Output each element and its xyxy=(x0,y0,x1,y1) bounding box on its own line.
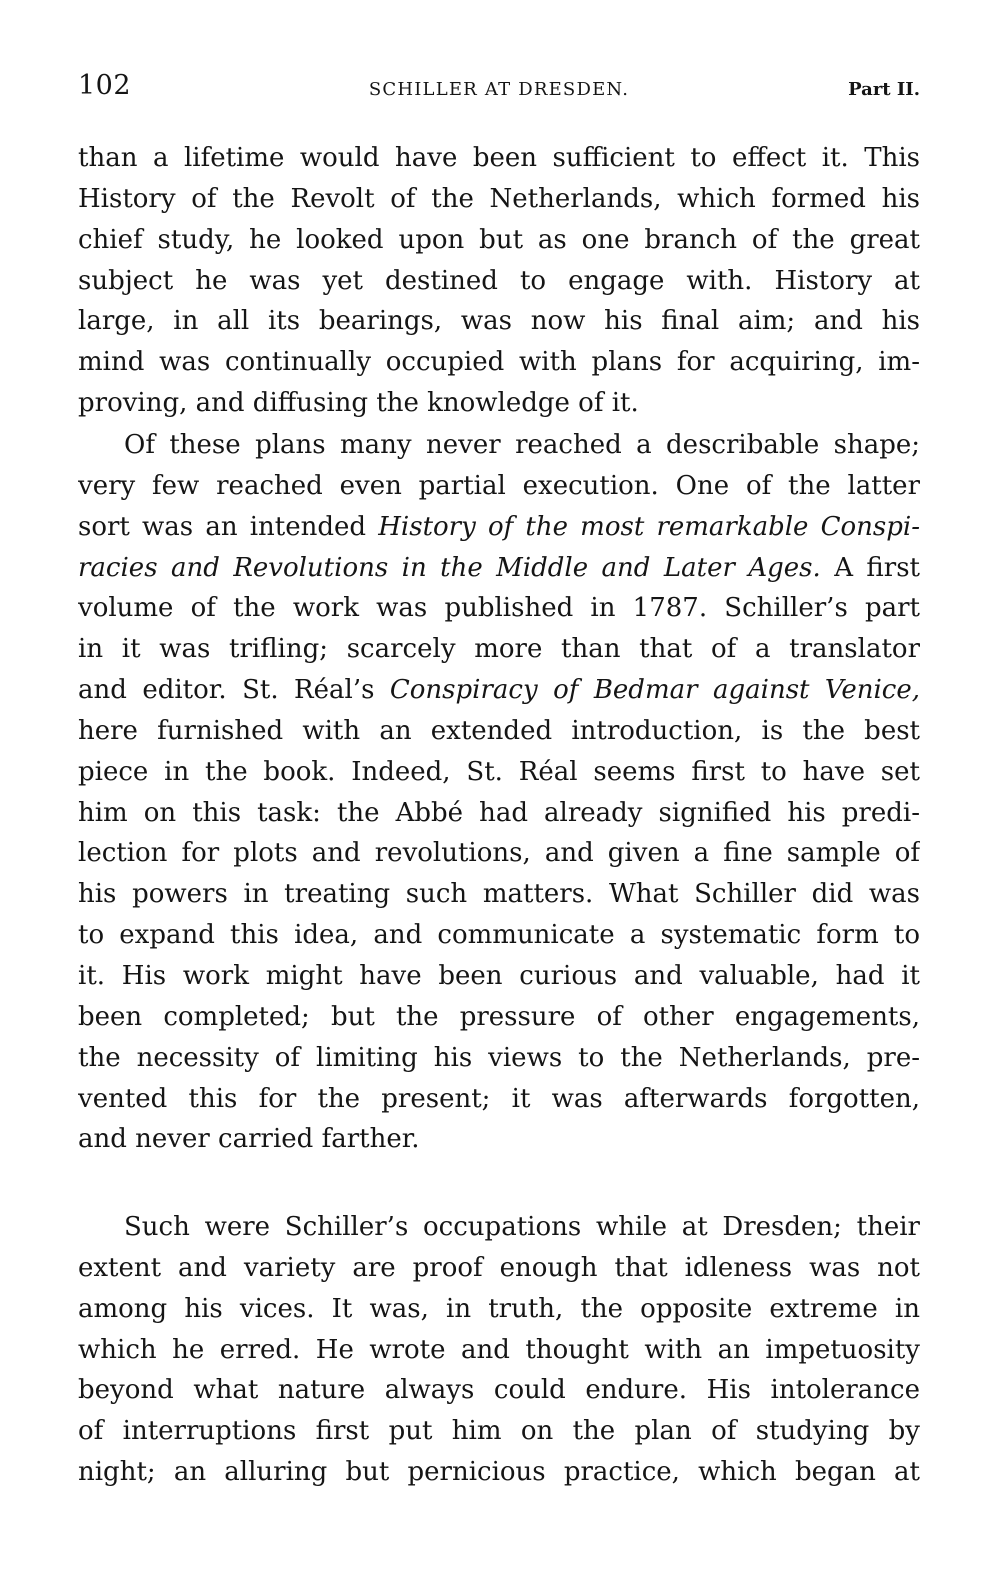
text-line: piece in the book. Indeed, St. Réal seems first to have set xyxy=(78,756,920,787)
text-line: proving, and diffusing the knowledge of it. xyxy=(78,388,639,419)
text-line: which he erred. He wrote and thought with an impetuosity xyxy=(78,1334,920,1365)
text-run: A first xyxy=(820,552,920,583)
paragraph-occupations xyxy=(78,1207,920,1493)
text-line: him on this task: the Abbé had already signified his predi- xyxy=(78,797,920,828)
text-line xyxy=(78,507,920,548)
text-run: and editor. St. Réal’s xyxy=(78,675,390,706)
book-title-italic: History of the most remarkable Conspi- xyxy=(378,511,920,542)
text-line: lection for plots and revolutions, and given a fine sample of xyxy=(78,838,920,869)
text-line: beyond what nature always could endure. His intolerance xyxy=(78,1375,920,1406)
text-run: sort was an intended xyxy=(78,511,379,542)
text-line: vented this for the present; it was afterwards forgotten, xyxy=(78,1083,920,1114)
text-line: been completed; but the pressure of other engagements, xyxy=(78,1001,920,1032)
running-head xyxy=(78,70,920,110)
book-title-italic: Conspiracy of Bedmar against Venice, xyxy=(389,675,920,706)
text-line: the necessity of limiting his views to the Netherlands, pre- xyxy=(78,1042,920,1073)
text-line: in it was trifling; scarcely more than that of a translator xyxy=(78,634,920,665)
text-line: Such were Schiller’s occupations while at Dresden; their xyxy=(124,1212,920,1242)
text-line: night; an alluring but pernicious practice, which began at xyxy=(78,1457,920,1488)
text-line xyxy=(78,670,920,711)
text-line: volume of the work was published in 1787. Schiller’s part xyxy=(78,593,920,624)
text-line: of interruptions first put him on the plan of studying by xyxy=(78,1416,920,1447)
text-line: to expand this idea, and communicate a systematic form to xyxy=(78,920,920,951)
page-number: 102 xyxy=(78,70,132,101)
text-line: extent and variety are proof enough that idleness was not xyxy=(78,1252,920,1283)
text-line xyxy=(78,548,920,589)
text-line: among his vices. It was, in truth, the opposite extreme in xyxy=(78,1293,920,1324)
text-line: History of the Revolt of the Netherlands, which formed his xyxy=(78,183,920,214)
text-line: chief study, he looked upon but as one branch of the great xyxy=(78,224,920,255)
text-line: it. His work might have been curious and valuable, had it xyxy=(78,960,920,991)
text-line: his powers in treating such matters. What Schiller did was xyxy=(78,879,920,910)
text-line: Of these plans many never reached a describable shape; xyxy=(124,430,920,460)
book-title-italic: racies and Revolutions in the Middle and Later Ages. xyxy=(78,552,821,583)
paragraph-continuation xyxy=(78,138,920,424)
text-line: large, in all its bearings, was now his final aim; and his xyxy=(78,306,920,337)
part-label: Part II. xyxy=(848,79,920,100)
text-line: subject he was yet destined to engage with. History at xyxy=(78,265,920,296)
text-line: than a lifetime would have been sufficient to effect it. This xyxy=(78,143,920,173)
text-line: very few reached even partial execution. One of the latter xyxy=(78,470,920,501)
text-line: here furnished with an extended introduction, is the best xyxy=(78,715,920,746)
text-line: and never carried farther. xyxy=(78,1124,420,1155)
text-line: mind was continually occupied with plans for acquiring, im- xyxy=(78,347,920,378)
running-title: SCHILLER AT DRESDEN. xyxy=(368,79,630,100)
paragraph-conspiracies xyxy=(78,425,920,1160)
